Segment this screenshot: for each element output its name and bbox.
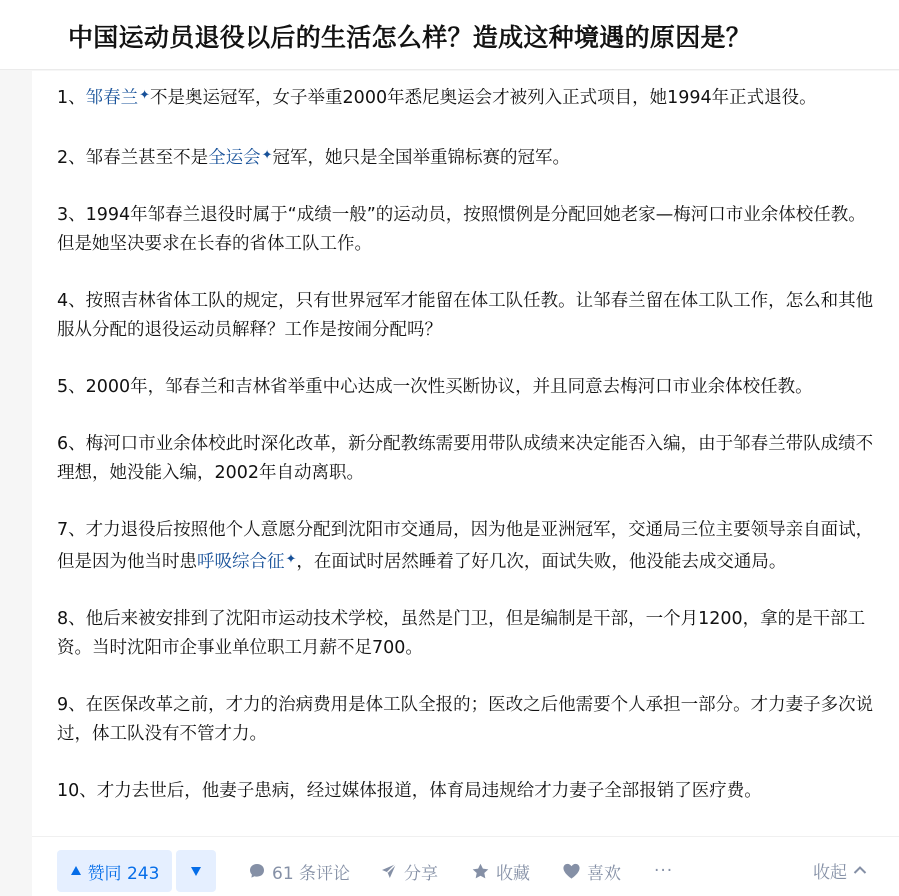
- chevron-up-icon: [853, 865, 867, 875]
- comments-button[interactable]: [248, 850, 350, 892]
- paragraph-text: 6、梅河口市业余体校此时深化改革，新分配教练需要用带队成绩来决定能否入编，由于邹春兰带队成绩不理想，她没能入编，2002年自动离职。: [57, 434, 874, 483]
- paragraph-text: 8、他后来被安排到了沈阳市运动技术学校，虽然是门卫，但是编制是干部，一个月1200，拿的是干部工资。当时沈阳市企事业单位职工月薪不足700。: [57, 609, 866, 658]
- triangle-down-icon: [190, 865, 202, 877]
- paragraph-text: 9、在医保改革之前，才力的治病费用是体工队全报的；医改之后他需要个人承担一部分。才力妻子多次说过，体工队没有不管才力。: [57, 695, 874, 744]
- answer-paragraphs: [57, 81, 879, 834]
- paragraph-text: 3、1994年邹春兰退役时属于“成绩一般”的运动员，按照惯例是分配回她老家—梅河口市业余体校任教。但是她坚决要求在长春的省体工队工作。: [57, 205, 866, 254]
- answer-paragraph: [57, 287, 879, 345]
- share-label: 分享: [404, 863, 438, 884]
- paragraph-text: 4、按照吉林省体工队的规定，只有世界冠军才能留在体工队任教。让邹春兰留在体工队工作，怎么和其他服从分配的退役运动员解释？工作是按闹分配吗？: [57, 291, 874, 340]
- answer-paragraph: [57, 81, 879, 113]
- paragraph-text: 2、邹春兰甚至不是: [57, 148, 209, 168]
- keyword-link[interactable]: 全运会: [208, 148, 261, 168]
- like-label: 喜欢: [587, 863, 621, 884]
- answer-paragraph: [57, 516, 879, 577]
- answer-paragraph: [57, 605, 879, 663]
- collapse-button[interactable]: [813, 850, 867, 890]
- comment-bubble-icon: [248, 862, 266, 880]
- question-title[interactable]: 中国运动员退役以后的生活怎么样？造成这种境遇的原因是？: [68, 23, 752, 52]
- paragraph-text: 1、: [57, 88, 86, 108]
- comments-label: 61 条评论: [272, 863, 351, 884]
- answer-content: [32, 71, 899, 836]
- paragraph-text: 5、2000年，邹春兰和吉林省举重中心达成一次性买断协议，并且同意去梅河口市业余体校任教。: [57, 377, 813, 397]
- more-button[interactable]: [654, 850, 673, 892]
- share-button[interactable]: [380, 850, 438, 892]
- keyword-link[interactable]: 呼吸综合征: [197, 552, 285, 572]
- sparkle-icon: ✦: [139, 88, 151, 103]
- share-plane-icon: [380, 862, 398, 880]
- vote-down-button[interactable]: [176, 850, 216, 892]
- vote-up-button[interactable]: [57, 850, 172, 892]
- answer-paragraph: [57, 430, 879, 488]
- favorite-button[interactable]: [471, 850, 530, 892]
- answer-paragraph: [57, 691, 879, 749]
- keyword-link[interactable]: 邹春兰: [85, 88, 139, 108]
- favorite-label: 收藏: [496, 863, 530, 884]
- answer-paragraph: [57, 777, 879, 806]
- collapse-label: 收起: [813, 862, 847, 883]
- sparkle-icon: ✦: [261, 148, 273, 163]
- star-icon: [471, 862, 490, 881]
- paragraph-text: ，在面试时居然睡着了好几次，面试失败，他没能去成交通局。: [296, 552, 787, 572]
- paragraph-text: 冠军，她只是全国举重锦标赛的冠军。: [272, 148, 571, 168]
- answer-paragraph: [57, 201, 879, 259]
- like-button[interactable]: [562, 850, 621, 892]
- triangle-up-icon: [70, 865, 82, 877]
- more-icon: ···: [654, 861, 674, 881]
- answer-action-bar: [32, 836, 899, 896]
- paragraph-text: 不是奥运冠军，女子举重2000年悉尼奥运会才被列入正式项目，她1994年正式退役。: [150, 88, 817, 108]
- vote-up-label: 赞同 243: [87, 863, 160, 884]
- question-header: [0, 0, 899, 70]
- answer-paragraph: [57, 373, 879, 402]
- answer-paragraph: [57, 141, 879, 173]
- sparkle-icon: ✦: [285, 552, 297, 567]
- paragraph-text: 7、才力退役后按照他个人意愿分配到沈阳市交通局，因为他是亚洲冠军，交通局三位主要领导亲自面试，但是因为他当时患: [57, 520, 874, 572]
- heart-icon: [562, 862, 581, 880]
- left-gutter: [0, 71, 32, 896]
- paragraph-text: 10、才力去世后，他妻子患病，经过媒体报道，体育局违规给才力妻子全部报销了医疗费。: [57, 781, 762, 801]
